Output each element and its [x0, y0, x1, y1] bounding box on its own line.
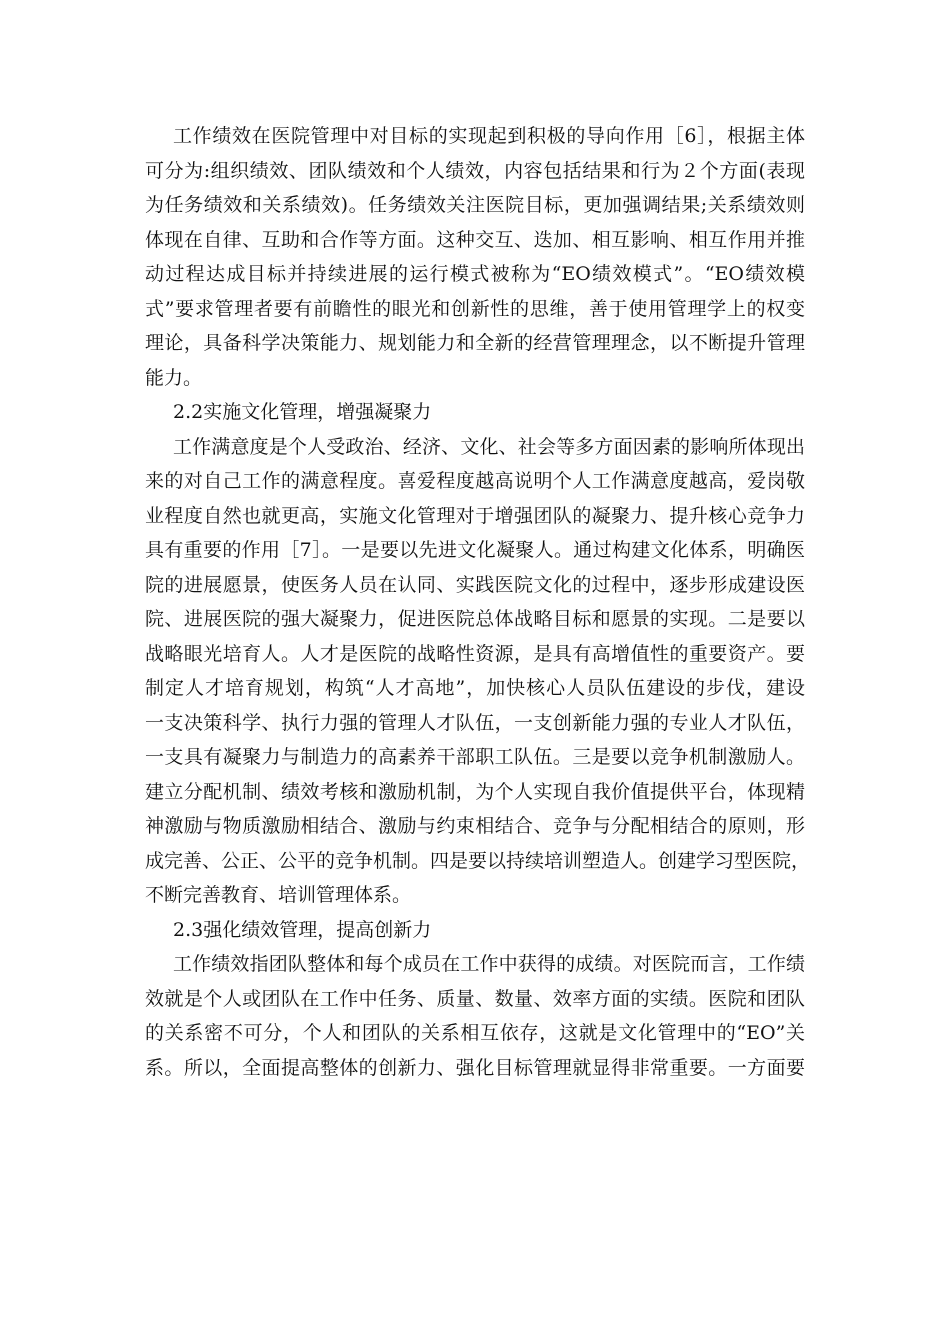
document-body — [145, 119, 811, 1085]
paragraph-line: 的关系密不可分，个人和团队的关系相互依存，这就是文化管理中的“EO”关 — [145, 1022, 805, 1044]
paragraph-line: 工作满意度是个人受政治、经济、文化、社会等多方面因素的影响所体现出 — [173, 435, 805, 458]
paragraph-line: 工作绩效指团队整体和每个成员在工作中获得的成绩。对医院而言，工作绩 — [173, 953, 805, 975]
paragraph-line: 具有重要的作用［7］。一是要以先进文化凝聚人。通过构建文化体系，明确医 — [145, 539, 805, 561]
paragraph-line: 业程度自然也就更高，实施文化管理对于增强团队的凝聚力、提升核心竞争力 — [145, 504, 805, 527]
paragraph-line: 可分为:组织绩效、团队绩效和个人绩效，内容包括结果和行为２个方面(表现 — [145, 159, 805, 182]
paragraph-line: 制定人才培育规划，构筑“人才高地”，加快核心人员队伍建设的步伐，建设 — [145, 677, 805, 699]
paragraph-line: 院的进展愿景，使医务人员在认同、实践医院文化的过程中，逐步形成建设医 — [145, 573, 805, 596]
section-heading-2-2: 2.2实施文化管理，增强凝聚力 — [173, 401, 432, 423]
paragraph-line: 能力。 — [145, 366, 203, 389]
paragraph-line: 成完善、公正、公平的竞争机制。四是要以持续培训塑造人。创建学习型医院， — [145, 849, 811, 872]
paragraph-line: 一支决策科学、执行力强的管理人才队伍，一支创新能力强的专业人才队伍， — [145, 711, 805, 734]
paragraph-line: 式”要求管理者要有前瞻性的眼光和创新性的思维，善于使用管理学上的权变 — [145, 297, 805, 320]
paragraph-line: 工作绩效在医院管理中对目标的实现起到积极的导向作用［6］，根据主体 — [173, 125, 805, 147]
paragraph-line: 战略眼光培育人。人才是医院的战略性资源，是具有高增值性的重要资产。要 — [145, 642, 805, 665]
paragraph-line: 不断完善教育、培训管理体系。 — [145, 884, 412, 906]
paragraph-line: 为任务绩效和关系绩效)。任务绩效关注医院目标，更加强调结果;关系绩效则 — [145, 194, 805, 216]
paragraph-line: 理论，具备科学决策能力、规划能力和全新的经营管理理念，以不断提升管理 — [145, 332, 805, 354]
paragraph-line: 系。所以，全面提高整体的创新力、强化目标管理就显得非常重要。一方面要 — [145, 1056, 805, 1079]
section-heading-2-3: 2.3强化绩效管理，提高创新力 — [173, 918, 432, 941]
paragraph-line: 建立分配机制、绩效考核和激励机制，为个人实现自我价值提供平台，体现精 — [145, 780, 805, 803]
paragraph-line: 效就是个人或团队在工作中任务、质量、数量、效率方面的实绩。医院和团队 — [145, 987, 805, 1010]
paragraph-line: 来的对自己工作的满意程度。喜爱程度越高说明个人工作满意度越高，爱岗敬 — [145, 470, 805, 492]
paragraph — [145, 430, 811, 913]
paragraph — [145, 947, 805, 1085]
paragraph-line: 院、进展医院的强大凝聚力，促进医院总体战略目标和愿景的实现。二是要以 — [145, 608, 805, 630]
paragraph-line: 一支具有凝聚力与制造力的高素养干部职工队伍。三是要以竞争机制激励人。 — [145, 746, 805, 768]
paragraph-line: 动过程达成目标并持续进展的运行模式被称为“EO绩效模式”。“EO绩效模 — [145, 263, 805, 285]
paragraph-line: 体现在自律、互助和合作等方面。这种交互、迭加、相互影响、相互作用并推 — [145, 228, 805, 251]
paragraph — [145, 119, 805, 395]
paragraph-line: 神激励与物质激励相结合、激励与约束相结合、竞争与分配相结合的原则，形 — [145, 815, 805, 837]
